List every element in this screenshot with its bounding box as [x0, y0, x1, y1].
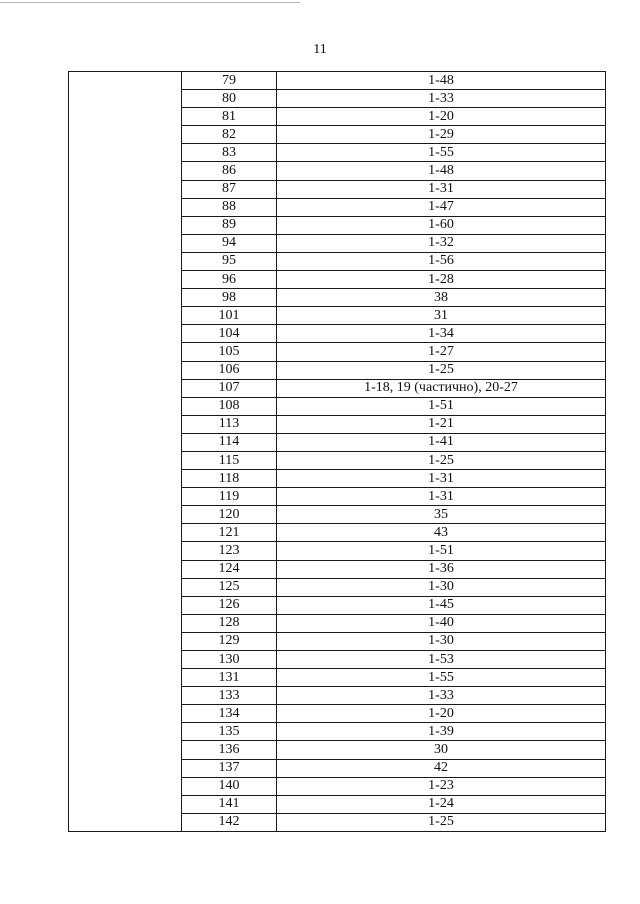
- row-number-cell: 137: [182, 759, 277, 777]
- range-cell: 1-18, 19 (частично), 20-27: [277, 379, 606, 397]
- range-cell: 1-23: [277, 777, 606, 795]
- row-number-cell: 89: [182, 216, 277, 234]
- range-cell: 1-47: [277, 198, 606, 216]
- row-number-cell: 79: [182, 72, 277, 90]
- range-cell: 1-48: [277, 162, 606, 180]
- range-cell: 1-32: [277, 234, 606, 252]
- row-number-cell: 101: [182, 307, 277, 325]
- table-body: [69, 72, 606, 832]
- range-cell: 1-60: [277, 216, 606, 234]
- blank-first-column-cell: [69, 72, 182, 832]
- row-number-cell: 120: [182, 506, 277, 524]
- range-cell: 1-30: [277, 632, 606, 650]
- row-number-cell: 128: [182, 614, 277, 632]
- range-cell: 1-20: [277, 108, 606, 126]
- range-cell: 38: [277, 289, 606, 307]
- row-number-cell: 136: [182, 741, 277, 759]
- range-cell: 1-31: [277, 488, 606, 506]
- row-number-cell: 121: [182, 524, 277, 542]
- range-cell: 1-45: [277, 596, 606, 614]
- row-number-cell: 134: [182, 705, 277, 723]
- range-cell: 1-33: [277, 90, 606, 108]
- range-cell: 1-55: [277, 144, 606, 162]
- range-cell: 1-31: [277, 470, 606, 488]
- row-number-cell: 106: [182, 361, 277, 379]
- range-cell: 1-25: [277, 451, 606, 469]
- row-number-cell: 96: [182, 271, 277, 289]
- row-number-cell: 104: [182, 325, 277, 343]
- row-number-cell: 123: [182, 542, 277, 560]
- range-cell: 1-31: [277, 180, 606, 198]
- range-cell: 1-51: [277, 542, 606, 560]
- range-cell: 1-34: [277, 325, 606, 343]
- range-cell: 35: [277, 506, 606, 524]
- range-cell: 1-24: [277, 795, 606, 813]
- range-cell: 1-41: [277, 433, 606, 451]
- range-cell: 1-56: [277, 252, 606, 270]
- row-number-cell: 118: [182, 470, 277, 488]
- row-number-cell: 108: [182, 397, 277, 415]
- range-cell: 1-27: [277, 343, 606, 361]
- row-number-cell: 133: [182, 687, 277, 705]
- range-cell: 30: [277, 741, 606, 759]
- row-number-cell: 130: [182, 651, 277, 669]
- row-number-cell: 88: [182, 198, 277, 216]
- row-number-cell: 131: [182, 669, 277, 687]
- range-cell: 1-36: [277, 560, 606, 578]
- range-cell: 1-25: [277, 813, 606, 831]
- document-table: [68, 71, 606, 832]
- range-cell: 43: [277, 524, 606, 542]
- row-number-cell: 115: [182, 451, 277, 469]
- row-number-cell: 83: [182, 144, 277, 162]
- range-cell: 31: [277, 307, 606, 325]
- range-cell: 1-29: [277, 126, 606, 144]
- row-number-cell: 87: [182, 180, 277, 198]
- range-cell: 1-40: [277, 614, 606, 632]
- row-number-cell: 140: [182, 777, 277, 795]
- row-number-cell: 107: [182, 379, 277, 397]
- range-cell: 1-25: [277, 361, 606, 379]
- row-number-cell: 105: [182, 343, 277, 361]
- row-number-cell: 114: [182, 433, 277, 451]
- table-row: [69, 72, 606, 90]
- page-number: 11: [313, 42, 327, 57]
- row-number-cell: 135: [182, 723, 277, 741]
- row-number-cell: 81: [182, 108, 277, 126]
- range-cell: 1-39: [277, 723, 606, 741]
- range-cell: 42: [277, 759, 606, 777]
- row-number-cell: 142: [182, 813, 277, 831]
- row-number-cell: 119: [182, 488, 277, 506]
- range-cell: 1-48: [277, 72, 606, 90]
- range-cell: 1-33: [277, 687, 606, 705]
- range-cell: 1-20: [277, 705, 606, 723]
- range-cell: 1-30: [277, 578, 606, 596]
- range-cell: 1-55: [277, 669, 606, 687]
- row-number-cell: 82: [182, 126, 277, 144]
- row-number-cell: 80: [182, 90, 277, 108]
- row-number-cell: 125: [182, 578, 277, 596]
- range-cell: 1-21: [277, 415, 606, 433]
- row-number-cell: 113: [182, 415, 277, 433]
- row-number-cell: 129: [182, 632, 277, 650]
- range-cell: 1-51: [277, 397, 606, 415]
- range-cell: 1-53: [277, 651, 606, 669]
- row-number-cell: 95: [182, 252, 277, 270]
- row-number-cell: 98: [182, 289, 277, 307]
- row-number-cell: 86: [182, 162, 277, 180]
- row-number-cell: 141: [182, 795, 277, 813]
- range-cell: 1-28: [277, 271, 606, 289]
- row-number-cell: 94: [182, 234, 277, 252]
- row-number-cell: 124: [182, 560, 277, 578]
- scan-edge-line: [0, 2, 300, 3]
- row-number-cell: 126: [182, 596, 277, 614]
